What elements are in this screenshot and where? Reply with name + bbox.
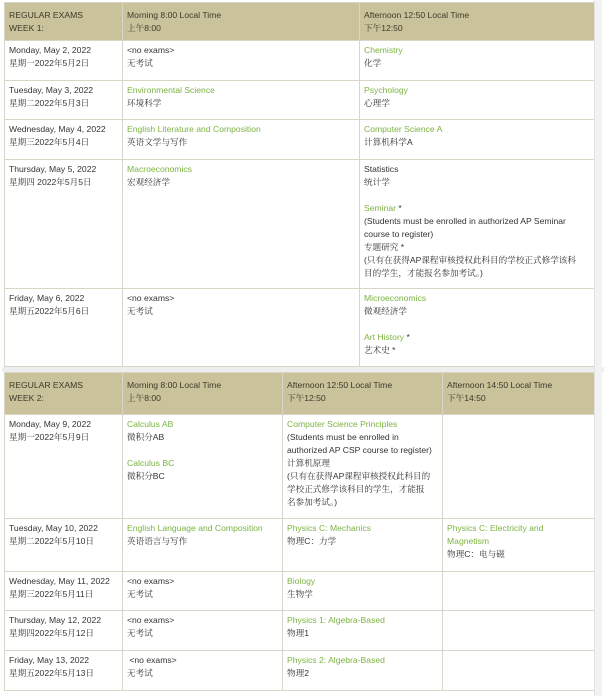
table-row [5,160,597,289]
exam-link-seminar[interactable]: Seminar [364,203,396,213]
exam-name-zh: 统计学 [364,177,390,187]
morning-exam-cell [123,519,283,572]
afternoon-exam-cell [360,81,597,120]
date-en: Wednesday, May 11, 2022 [9,576,110,586]
exam-link-calculus-bc[interactable]: Calculus BC [127,458,175,468]
week2-afternoon2-header-en: Afternoon 14:50 Local Time [447,380,553,390]
date-en: Tuesday, May 3, 2022 [9,85,94,95]
morning-exam-cell [123,415,283,519]
exam-name-zh: 英语语言与写作 [127,536,188,546]
week1-morning-header-zh: 上午8:00 [127,23,161,33]
date-en: Wednesday, May 4, 2022 [9,124,106,134]
morning-exam-cell [123,120,360,160]
enrollment-note-zh-1: (只有在获得AP课程审核授权此科目的 [287,471,431,481]
scrollbar[interactable] [594,0,602,696]
exam-link-physics-1[interactable]: Physics 1: Algebra-Based [287,615,385,625]
morning-exam-cell [123,81,360,120]
exam-link-computer-science-a[interactable]: Computer Science A [364,124,443,134]
afternoon2-exam-cell [443,415,597,519]
exam-name-zh: 物理C：力学 [287,536,337,546]
afternoon2-exam-cell [443,572,597,611]
date-zh: 星期四2022年5月12日 [9,628,95,638]
exam-name-zh: 无考试 [127,589,153,599]
exam-link-english-literature[interactable]: English Literature and Composition [127,124,261,134]
enrollment-note-zh-2: 学校正式修学该科目的学生，才能报 [287,484,425,494]
week1-exam-label-line1: REGULAR EXAMS [9,10,84,20]
exam-link-art-history[interactable]: Art History [364,332,405,342]
enrollment-note-zh-2: 目的学生，才能报名参加考试。) [364,268,483,278]
week2-afternoon1-header-en: Afternoon 12:50 Local Time [287,380,393,390]
exam-name-en: <no exams> [127,655,177,665]
afternoon2-exam-cell [443,611,597,651]
week1-morning-header-en: Morning 8:00 Local Time [127,10,222,20]
exam-link-psychology[interactable]: Psychology [364,85,408,95]
enrollment-note-en-1: (Students must be enrolled in [287,432,399,442]
table-row [5,120,597,160]
asterisk-mark: * [404,332,410,342]
week2-afternoon2-header [443,373,597,415]
date-zh: 星期二2022年5月10日 [9,536,95,546]
date-zh: 星期三2022年5月11日 [9,589,94,599]
exam-name-zh: 环境科学 [127,98,162,108]
afternoon-exam-cell [360,41,597,81]
date-cell [5,41,123,81]
enrollment-note-en-1: (Students must be enrolled in authorized AP Seminar [364,216,566,226]
exam-name-zh: 心理学 [364,98,390,108]
exam-name-zh: 计算机原理 [287,458,330,468]
date-cell [5,81,123,120]
table-row [5,651,597,691]
enrollment-note-zh-1: (只有在获得AP课程审核授权此科目的学校正式修学该科 [364,255,576,265]
exam-name-zh: 无考试 [127,58,153,68]
table-row [5,611,597,651]
exam-link-physics-c-em-cont[interactable]: Magnetism [447,536,490,546]
afternoon1-exam-cell [283,415,443,519]
afternoon2-exam-cell [443,519,597,572]
week1-exam-label-line2: WEEK 1: [9,23,44,33]
exam-name-zh: 化学 [364,58,382,68]
date-zh: 星期一2022年5月2日 [9,58,90,68]
table-row [5,415,597,519]
week2-afternoon1-header [283,373,443,415]
afternoon-exam-cell [360,120,597,160]
morning-exam-cell [123,160,360,289]
exam-name-statistics: Statistics [364,164,399,174]
exam-name-zh: 物理2 [287,668,309,678]
date-cell [5,289,123,367]
exam-link-microeconomics[interactable]: Microeconomics [364,293,427,303]
afternoon1-exam-cell [283,519,443,572]
week1-morning-header [123,3,360,41]
exam-name-zh: 微积分BC [127,471,165,481]
week2-morning-header-zh: 上午8:00 [127,393,161,403]
date-en: Monday, May 2, 2022 [9,45,92,55]
date-cell [5,611,123,651]
art-history-line [364,331,592,344]
enrollment-note-en-2: authorized AP CSP course to register) [287,445,432,455]
date-cell [5,415,123,519]
exam-name-zh: 生物学 [287,589,313,599]
date-zh: 星期四 2022年5月5日 [9,177,92,187]
exam-link-english-language[interactable]: English Language and Composition [127,523,263,533]
enrollment-note-zh-3: 名参加考试。) [287,497,338,507]
date-cell [5,572,123,611]
week2-exam-label-line1: REGULAR EXAMS [9,380,84,390]
exam-name-zh: 艺术史 * [364,345,396,355]
exam-name-zh: 微积分AB [127,432,165,442]
week2-afternoon1-header-zh: 下午12:50 [287,393,326,403]
morning-exam-cell [123,289,360,367]
date-cell [5,651,123,691]
table-row [5,41,597,81]
exam-link-macroeconomics[interactable]: Macroeconomics [127,164,192,174]
spacer [127,444,278,457]
exam-name-zh: 无考试 [127,668,153,678]
week1-schedule-table [4,2,597,367]
afternoon-exam-cell [360,289,597,367]
exam-name-zh: 无考试 [127,628,153,638]
seminar-line [364,202,592,215]
exam-name-zh: 宏观经济学 [127,177,170,187]
date-en: Friday, May 13, 2022 [9,655,90,665]
table-row [5,519,597,572]
morning-exam-cell [123,41,360,81]
date-cell [5,519,123,572]
week1-afternoon-header-zh: 下午12:50 [364,23,403,33]
week1-afternoon-header [360,3,597,41]
date-en: Thursday, May 12, 2022 [9,615,102,625]
exam-name-en: <no exams> [127,293,175,303]
date-zh: 星期五2022年5月6日 [9,306,90,316]
afternoon-exam-cell [360,160,597,289]
spacer [364,189,592,202]
week1-exam-label-cell [5,3,123,41]
week2-exam-label-cell [5,373,123,415]
exam-name-zh: 英语文学与写作 [127,137,188,147]
morning-exam-cell [123,651,283,691]
week2-morning-header-en: Morning 8:00 Local Time [127,380,222,390]
exam-name-zh: 物理1 [287,628,309,638]
date-cell [5,120,123,160]
date-en: Friday, May 6, 2022 [9,293,85,303]
afternoon2-exam-cell [443,651,597,691]
asterisk-mark: * [396,203,402,213]
exam-link-physics-c-em[interactable]: Physics C: Electricity and [447,523,544,533]
morning-exam-cell [123,572,283,611]
exam-schedule-page [2,0,602,696]
exam-name-zh: 物理C：电与磁 [447,549,505,559]
exam-link-calculus-ab[interactable]: Calculus AB [127,419,174,429]
exam-name-zh: 微观经济学 [364,306,407,316]
date-en: Monday, May 9, 2022 [9,419,92,429]
exam-link-computer-science-principles[interactable]: Computer Science Principles [287,419,398,429]
spacer [364,318,592,331]
exam-link-environmental-science[interactable]: Environmental Science [127,85,215,95]
table-row [5,289,597,367]
week2-exam-label-line2: WEEK 2: [9,393,44,403]
exam-name-en: <no exams> [127,45,175,55]
week1-header-row [5,3,597,41]
exam-name-zh: 计算机科学A [364,137,413,147]
table-row [5,81,597,120]
week2-afternoon2-header-zh: 下午14:50 [447,393,486,403]
date-zh: 星期一2022年5月9日 [9,432,90,442]
date-en: Tuesday, May 10, 2022 [9,523,98,533]
week2-morning-header [123,373,283,415]
date-zh: 星期五2022年5月13日 [9,668,95,678]
table-row [5,572,597,611]
exam-link-chemistry[interactable]: Chemistry [364,45,403,55]
exam-link-physics-c-mechanics[interactable]: Physics C: Mechanics [287,523,372,533]
week1-afternoon-header-en: Afternoon 12:50 Local Time [364,10,470,20]
exam-name-en: <no exams> [127,576,175,586]
exam-link-physics-2[interactable]: Physics 2: Algebra-Based [287,655,385,665]
afternoon1-exam-cell [283,651,443,691]
morning-exam-cell [123,611,283,651]
date-en: Thursday, May 5, 2022 [9,164,97,174]
week2-schedule-table [4,372,597,691]
week2-header-row [5,373,597,415]
exam-name-en: <no exams> [127,615,175,625]
date-zh: 星期二2022年5月3日 [9,98,90,108]
date-zh: 星期三2022年5月4日 [9,137,90,147]
enrollment-note-en-2: course to register) [364,229,434,239]
afternoon1-exam-cell [283,611,443,651]
afternoon1-exam-cell [283,572,443,611]
exam-name-zh: 专题研究 * [364,242,405,252]
exam-link-biology[interactable]: Biology [287,576,316,586]
date-cell [5,160,123,289]
exam-name-zh: 无考试 [127,306,153,316]
